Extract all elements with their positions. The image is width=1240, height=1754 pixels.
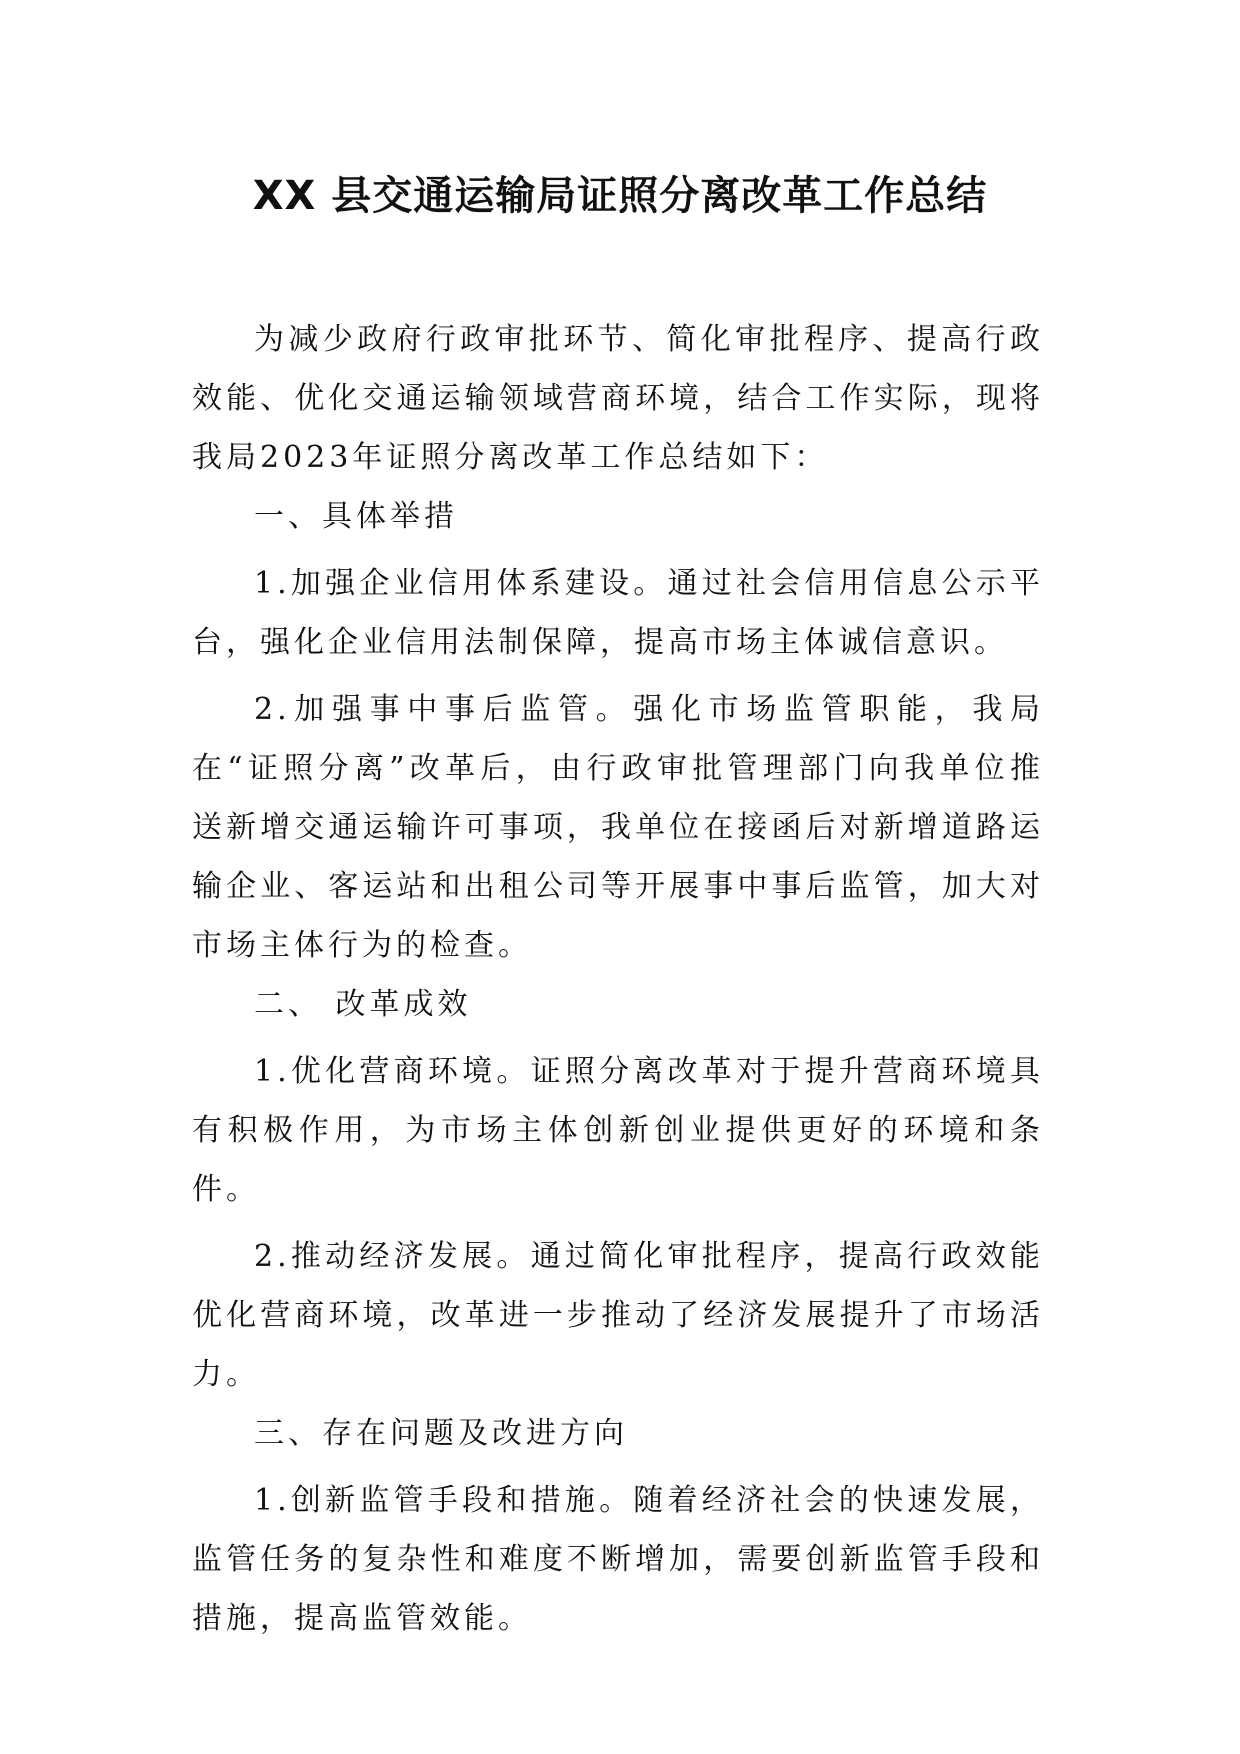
section-heading: 二、 改革成效 (254, 987, 472, 1022)
document-body (192, 310, 1044, 1648)
section-item: 2.加强事中事后监管。强化市场监管职能，我局在“证照分离”改革后，由行政审批管理部门向我单位推送新增交通运输许可事项，我单位在接函后对新增道路运输企业、客运站和出租公司等开展事中事后监管，加大对市场主体行为的检查。 (192, 692, 1044, 963)
intro-paragraph: 为减少政府行政审批环节、简化审批程序、提高行政效能、优化交通运输领域营商环境，结合工作实际，现将我局2023年证照分离改革工作总结如下： (192, 322, 1044, 475)
section-item: 1.优化营商环境。证照分离改革对于提升营商环境具有积极作用，为市场主体创新创业提供更好的环境和条件。 (192, 1054, 1044, 1207)
section-item: 1.创新监管手段和措施。随着经济社会的快速发展，监管任务的复杂性和难度不断增加，需要创新监管手段和措施，提高监管效能。 (192, 1483, 1044, 1636)
document-title: XX 县交通运输局证照分离改革工作总结 (252, 173, 988, 219)
section-item: 1.加强企业信用体系建设。通过社会信用信息公示平台，强化企业信用法制保障，提高市场主体诚信意识。 (192, 566, 1044, 660)
section-heading: 三、存在问题及改进方向 (254, 1416, 628, 1451)
section-item: 2.推动经济发展。通过简化审批程序，提高行政效能优化营商环境，改革进一步推动了经济发展提升了市场活力。 (192, 1239, 1044, 1392)
section-heading: 一、具体举措 (254, 499, 458, 534)
